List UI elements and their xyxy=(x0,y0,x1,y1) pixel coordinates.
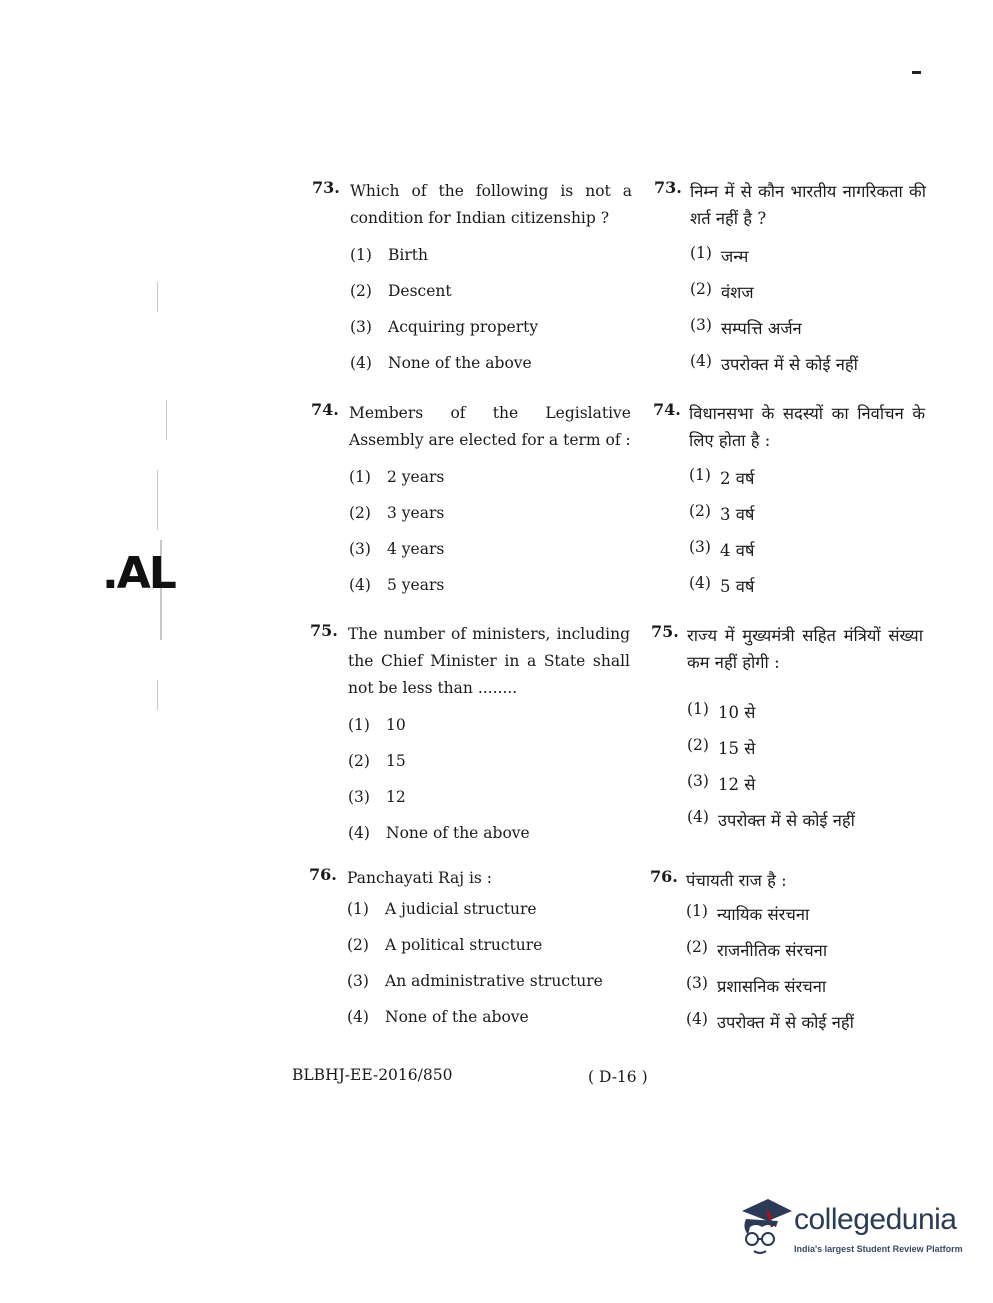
option: (1) Birth xyxy=(350,246,428,264)
option: (1) 2 years xyxy=(349,468,445,486)
question-text: Which of the following is not a condition for Indian citizenship ? xyxy=(350,182,632,227)
option: (3) 4 वर्ष xyxy=(689,538,755,560)
option: (4) None of the above xyxy=(347,1008,529,1026)
option: (4) None of the above xyxy=(348,824,530,842)
question-76-hindi xyxy=(650,867,922,1046)
option: (4) उपरोक्त में से कोई नहीं xyxy=(686,1010,854,1032)
question-number: 73. xyxy=(654,178,682,197)
question-74-hindi xyxy=(653,400,925,610)
logo-tagline: India's largest Student Review Platform xyxy=(794,1244,963,1254)
scan-artifact xyxy=(166,400,167,440)
question-text: Members of the Legislative Assembly are elected for a term of : xyxy=(349,404,631,449)
question-74-english xyxy=(311,400,631,612)
scan-artifact xyxy=(157,680,158,710)
option: (2) 15 से xyxy=(687,736,756,758)
question-76-english xyxy=(309,865,629,1044)
option: (4) 5 years xyxy=(349,576,445,594)
question-text: Panchayati Raj is : xyxy=(347,869,493,887)
option: (2) राजनीतिक संरचना xyxy=(686,938,828,960)
option: (3) सम्पत्ति अर्जन xyxy=(690,316,802,338)
page-mark xyxy=(912,71,921,74)
question-number: 76. xyxy=(650,867,678,886)
page-number: ( D-16 ) xyxy=(588,1068,648,1086)
option: (4) 5 वर्ष xyxy=(689,574,755,596)
question-73-hindi xyxy=(654,178,926,388)
option: (3) 4 years xyxy=(349,540,445,558)
option: (3) 12 से xyxy=(687,772,756,794)
question-text: The number of ministers, including the Chief Minister in a State shall not be less than ........ xyxy=(348,625,630,697)
option: (2) A political structure xyxy=(347,936,543,954)
option: (2) 3 वर्ष xyxy=(689,502,755,524)
question-75-english xyxy=(310,621,630,860)
option: (1) 10 xyxy=(348,716,406,734)
option: (1) 10 से xyxy=(687,700,756,722)
question-text: निम्न में से कौन भारतीय नागरिकता की शर्त नहीं है ? xyxy=(690,182,926,228)
graduation-cap-avatar-icon xyxy=(736,1197,794,1259)
option: (4) उपरोक्त में से कोई नहीं xyxy=(690,352,858,374)
question-text: विधानसभा के सदस्यों का निर्वाचन के लिए होता है : xyxy=(689,404,925,450)
option: (3) 12 xyxy=(348,788,406,806)
option: (4) उपरोक्त में से कोई नहीं xyxy=(687,808,855,830)
question-75-hindi xyxy=(651,622,923,844)
scan-artifact xyxy=(157,282,158,312)
paper-code: BLBHJ-EE-2016/850 xyxy=(292,1066,453,1084)
question-number: 73. xyxy=(312,178,340,197)
question-73-english xyxy=(312,178,632,390)
option: (2) वंशज xyxy=(690,280,754,302)
question-number: 75. xyxy=(651,622,679,641)
margin-fragment-text: .AL xyxy=(102,548,175,599)
question-text: पंचायती राज है : xyxy=(686,871,787,890)
option: (1) A judicial structure xyxy=(347,900,537,918)
question-number: 75. xyxy=(310,621,338,640)
option: (1) जन्म xyxy=(690,244,749,266)
question-text: राज्य में मुख्यमंत्री सहित मंत्रियों संख्या कम नहीं होगी : xyxy=(687,626,923,672)
option: (2) Descent xyxy=(350,282,452,300)
option: (3) प्रशासनिक संरचना xyxy=(686,974,827,996)
option: (1) न्यायिक संरचना xyxy=(686,902,810,924)
question-number: 74. xyxy=(653,400,681,419)
option: (2) 3 years xyxy=(349,504,445,522)
option: (3) Acquiring property xyxy=(350,318,539,336)
option: (2) 15 xyxy=(348,752,406,770)
logo-wordmark: collegedunia xyxy=(794,1203,957,1236)
option: (4) None of the above xyxy=(350,354,532,372)
option: (1) 2 वर्ष xyxy=(689,466,755,488)
scan-artifact xyxy=(157,470,158,530)
question-number: 74. xyxy=(311,400,339,419)
option: (3) An administrative structure xyxy=(347,972,603,990)
question-number: 76. xyxy=(309,865,337,884)
collegedunia-logo[interactable] xyxy=(736,1197,966,1267)
